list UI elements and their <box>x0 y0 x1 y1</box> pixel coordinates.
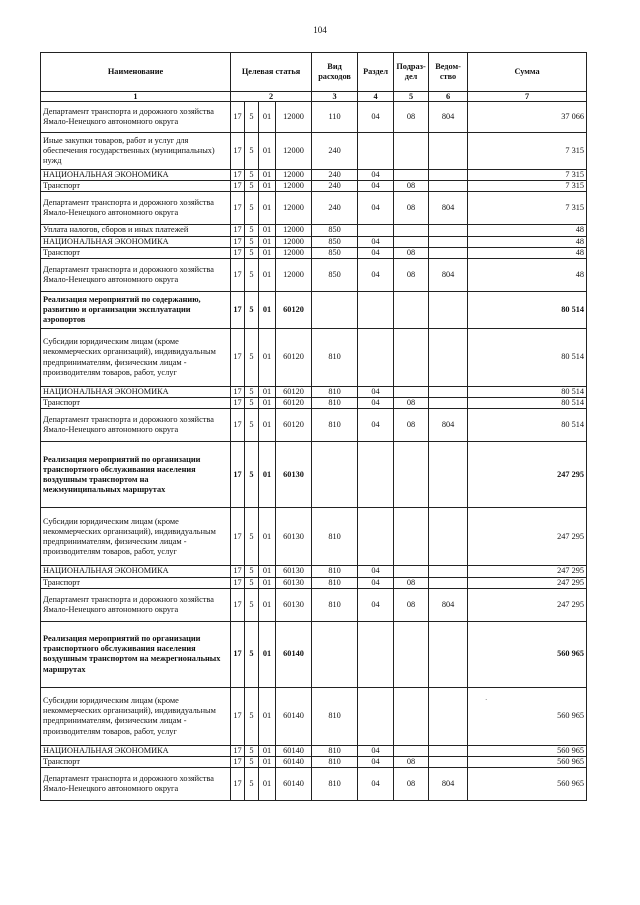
table-row <box>41 757 587 768</box>
cell-subsection <box>394 621 429 687</box>
cell-sum: 48 <box>468 225 587 236</box>
cell-name: Субсидии юридическим лицам (кроме некоммерческих организаций), индивидуальным предпринимателям, физическим лицам - производителям товаров, работ, услуг <box>41 508 231 566</box>
cell-target-4: 12000 <box>276 259 312 292</box>
header-sum: Сумма <box>468 53 587 92</box>
cell-name: НАЦИОНАЛЬНАЯ ЭКОНОМИКА <box>41 236 231 247</box>
cell-department <box>429 398 468 409</box>
cell-subsection <box>394 387 429 398</box>
cell-expense-type: 810 <box>312 687 358 745</box>
cell-section: 04 <box>358 398 394 409</box>
table-row <box>41 292 587 329</box>
cell-target-1: 17 <box>231 745 245 756</box>
cell-target-3: 01 <box>259 442 276 508</box>
cell-subsection: 08 <box>394 577 429 588</box>
cell-target-3: 01 <box>259 329 276 387</box>
cell-target-2: 5 <box>245 398 259 409</box>
cell-expense-type: 110 <box>312 102 358 133</box>
cell-name: Субсидии юридическим лицам (кроме некоммерческих организаций), индивидуальным предпринимателям, физическим лицам - производителям товаров, работ, услуг <box>41 687 231 745</box>
cell-target-1: 17 <box>231 225 245 236</box>
cell-department <box>429 566 468 577</box>
cell-name: Транспорт <box>41 577 231 588</box>
cell-target-1: 17 <box>231 621 245 687</box>
cell-department <box>429 329 468 387</box>
cell-expense-type: 240 <box>312 181 358 192</box>
cell-department: 804 <box>429 768 468 801</box>
cell-target-2: 5 <box>245 247 259 258</box>
cell-sum: 247 295 <box>468 508 587 566</box>
cell-sum: 48 <box>468 247 587 258</box>
cell-target-1: 17 <box>231 181 245 192</box>
cell-expense-type: 810 <box>312 566 358 577</box>
cell-expense-type: 850 <box>312 259 358 292</box>
cell-target-3: 01 <box>259 133 276 170</box>
cell-sum: 48 <box>468 236 587 247</box>
cell-sum: 7 315 <box>468 192 587 225</box>
cell-expense-type <box>312 621 358 687</box>
cell-subsection: 08 <box>394 768 429 801</box>
cell-sum: 247 295 <box>468 577 587 588</box>
cell-target-2: 5 <box>245 387 259 398</box>
cell-target-1: 17 <box>231 409 245 442</box>
cell-section: 04 <box>358 387 394 398</box>
cell-target-4: 12000 <box>276 102 312 133</box>
cell-section: 04 <box>358 577 394 588</box>
cell-target-2: 5 <box>245 170 259 181</box>
cell-subsection <box>394 442 429 508</box>
cell-sum: 560 965 <box>468 621 587 687</box>
table-row <box>41 621 587 687</box>
cell-target-3: 01 <box>259 745 276 756</box>
cell-department <box>429 247 468 258</box>
col-index: 5 <box>394 92 429 102</box>
cell-target-1: 17 <box>231 292 245 329</box>
cell-department <box>429 757 468 768</box>
cell-target-2: 5 <box>245 768 259 801</box>
cell-name: Департамент транспорта и дорожного хозяйства Ямало-Ненецкого автономного округа <box>41 409 231 442</box>
cell-target-2: 5 <box>245 409 259 442</box>
budget-table <box>40 52 587 801</box>
cell-target-3: 01 <box>259 508 276 566</box>
cell-name: Транспорт <box>41 398 231 409</box>
cell-department <box>429 236 468 247</box>
cell-sum: 247 295 <box>468 566 587 577</box>
table-row <box>41 768 587 801</box>
cell-target-4: 60120 <box>276 409 312 442</box>
cell-sum: 80 514 <box>468 387 587 398</box>
cell-sum: 247 295 <box>468 588 587 621</box>
cell-target-3: 01 <box>259 292 276 329</box>
cell-target-2: 5 <box>245 259 259 292</box>
cell-subsection <box>394 133 429 170</box>
cell-target-2: 5 <box>245 621 259 687</box>
header-row <box>41 53 587 92</box>
cell-sum: 247 295 <box>468 442 587 508</box>
cell-target-4: 12000 <box>276 170 312 181</box>
table-row <box>41 508 587 566</box>
cell-department <box>429 508 468 566</box>
cell-target-4: 12000 <box>276 192 312 225</box>
cell-target-3: 01 <box>259 757 276 768</box>
table-row <box>41 247 587 258</box>
cell-subsection: 08 <box>394 757 429 768</box>
cell-sum: 560 965 <box>468 745 587 756</box>
cell-expense-type: 810 <box>312 577 358 588</box>
cell-section <box>358 225 394 236</box>
page-number: 104 <box>313 25 327 35</box>
cell-target-2: 5 <box>245 566 259 577</box>
header-target: Целевая статья <box>231 53 312 92</box>
cell-name: Реализация мероприятий по содержанию, развитию и организации эксплуатации аэропортов <box>41 292 231 329</box>
cell-name: Уплата налогов, сборов и иных платежей <box>41 225 231 236</box>
cell-target-1: 17 <box>231 192 245 225</box>
cell-target-4: 60140 <box>276 757 312 768</box>
cell-sum: 80 514 <box>468 329 587 387</box>
header-expense-type: Вид расходов <box>312 53 358 92</box>
cell-expense-type: 810 <box>312 768 358 801</box>
cell-target-2: 5 <box>245 181 259 192</box>
header-name: Наименование <box>41 53 231 92</box>
cell-section: 04 <box>358 181 394 192</box>
cell-name: НАЦИОНАЛЬНАЯ ЭКОНОМИКА <box>41 566 231 577</box>
cell-target-3: 01 <box>259 247 276 258</box>
table-row <box>41 192 587 225</box>
cell-name: Иные закупки товаров, работ и услуг для обеспечения государственных (муниципальных) нужд <box>41 133 231 170</box>
cell-department <box>429 621 468 687</box>
cell-target-2: 5 <box>245 133 259 170</box>
table-row <box>41 329 587 387</box>
cell-department <box>429 133 468 170</box>
cell-target-2: 5 <box>245 102 259 133</box>
cell-target-3: 01 <box>259 387 276 398</box>
cell-target-2: 5 <box>245 588 259 621</box>
cell-target-1: 17 <box>231 133 245 170</box>
cell-target-4: 12000 <box>276 181 312 192</box>
cell-subsection <box>394 687 429 745</box>
cell-expense-type: 810 <box>312 329 358 387</box>
table-row <box>41 745 587 756</box>
cell-expense-type: 850 <box>312 247 358 258</box>
cell-name: НАЦИОНАЛЬНАЯ ЭКОНОМИКА <box>41 387 231 398</box>
cell-target-3: 01 <box>259 768 276 801</box>
cell-target-1: 17 <box>231 768 245 801</box>
cell-department <box>429 745 468 756</box>
cell-department <box>429 442 468 508</box>
cell-expense-type: 240 <box>312 133 358 170</box>
cell-section <box>358 687 394 745</box>
cell-target-3: 01 <box>259 409 276 442</box>
cell-section <box>358 442 394 508</box>
cell-target-2: 5 <box>245 236 259 247</box>
cell-section: 04 <box>358 247 394 258</box>
table-row <box>41 181 587 192</box>
cell-section: 04 <box>358 409 394 442</box>
cell-name: НАЦИОНАЛЬНАЯ ЭКОНОМИКА <box>41 170 231 181</box>
cell-expense-type: 810 <box>312 398 358 409</box>
cell-target-3: 01 <box>259 170 276 181</box>
cell-target-4: 60120 <box>276 398 312 409</box>
col-index: 7 <box>468 92 587 102</box>
cell-target-1: 17 <box>231 259 245 292</box>
cell-department: 804 <box>429 102 468 133</box>
cell-name: Транспорт <box>41 181 231 192</box>
cell-target-4: 60120 <box>276 387 312 398</box>
cell-section: 04 <box>358 259 394 292</box>
cell-expense-type: 240 <box>312 170 358 181</box>
cell-target-1: 17 <box>231 387 245 398</box>
cell-name: Реализация мероприятий по организации транспортного обслуживания населения воздушным транспортом на межмуниципальных маршрутах <box>41 442 231 508</box>
table-row <box>41 102 587 133</box>
cell-target-1: 17 <box>231 577 245 588</box>
table-row <box>41 387 587 398</box>
cell-department <box>429 225 468 236</box>
cell-target-3: 01 <box>259 621 276 687</box>
cell-department: 804 <box>429 588 468 621</box>
cell-subsection: 08 <box>394 398 429 409</box>
cell-target-4: 12000 <box>276 247 312 258</box>
col-index: 1 <box>41 92 231 102</box>
cell-section: 04 <box>358 768 394 801</box>
cell-expense-type: 810 <box>312 757 358 768</box>
column-index-row <box>41 92 587 102</box>
col-index: 2 <box>231 92 312 102</box>
cell-sum: 80 514 <box>468 398 587 409</box>
cell-target-2: 5 <box>245 292 259 329</box>
cell-target-1: 17 <box>231 566 245 577</box>
cell-sum: 560 965 <box>468 757 587 768</box>
cell-target-4: 60130 <box>276 566 312 577</box>
cell-expense-type <box>312 292 358 329</box>
cell-department <box>429 577 468 588</box>
cell-target-1: 17 <box>231 329 245 387</box>
table-row <box>41 442 587 508</box>
cell-sum: 48 <box>468 259 587 292</box>
cell-section <box>358 292 394 329</box>
cell-target-2: 5 <box>245 687 259 745</box>
cell-name: НАЦИОНАЛЬНАЯ ЭКОНОМИКА <box>41 745 231 756</box>
cell-sum: 7 315 <box>468 181 587 192</box>
cell-section: 04 <box>358 588 394 621</box>
cell-sum: 560 965 <box>468 687 587 745</box>
cell-department <box>429 181 468 192</box>
header-subsection: Подраз- дел <box>394 53 429 92</box>
cell-subsection: 08 <box>394 181 429 192</box>
cell-target-2: 5 <box>245 225 259 236</box>
cell-target-4: 60140 <box>276 768 312 801</box>
cell-department <box>429 292 468 329</box>
cell-target-1: 17 <box>231 247 245 258</box>
cell-name: Департамент транспорта и дорожного хозяйства Ямало-Ненецкого автономного округа <box>41 102 231 133</box>
cell-section: 04 <box>358 170 394 181</box>
cell-section: 04 <box>358 757 394 768</box>
cell-target-3: 01 <box>259 577 276 588</box>
table-row <box>41 133 587 170</box>
cell-subsection: 08 <box>394 102 429 133</box>
cell-subsection <box>394 225 429 236</box>
cell-subsection <box>394 236 429 247</box>
cell-target-1: 17 <box>231 102 245 133</box>
cell-target-3: 01 <box>259 588 276 621</box>
cell-target-2: 5 <box>245 192 259 225</box>
cell-expense-type <box>312 442 358 508</box>
cell-target-3: 01 <box>259 181 276 192</box>
cell-target-3: 01 <box>259 102 276 133</box>
cell-expense-type: 810 <box>312 588 358 621</box>
cell-section <box>358 508 394 566</box>
cell-target-1: 17 <box>231 508 245 566</box>
header-department: Ведом- ство <box>429 53 468 92</box>
table-row <box>41 170 587 181</box>
cell-name: Департамент транспорта и дорожного хозяйства Ямало-Ненецкого автономного округа <box>41 588 231 621</box>
cell-department <box>429 387 468 398</box>
cell-target-4: 60130 <box>276 577 312 588</box>
cell-sum: 7 315 <box>468 170 587 181</box>
cell-sum: 80 514 <box>468 292 587 329</box>
col-index: 3 <box>312 92 358 102</box>
cell-target-3: 01 <box>259 398 276 409</box>
col-index: 6 <box>429 92 468 102</box>
cell-target-2: 5 <box>245 508 259 566</box>
cell-target-4: 60140 <box>276 745 312 756</box>
cell-target-3: 01 <box>259 225 276 236</box>
cell-target-2: 5 <box>245 757 259 768</box>
cell-section: 04 <box>358 192 394 225</box>
cell-target-1: 17 <box>231 757 245 768</box>
cell-sum: 80 514 <box>468 409 587 442</box>
cell-name: Департамент транспорта и дорожного хозяйства Ямало-Ненецкого автономного округа <box>41 192 231 225</box>
cell-department: 804 <box>429 259 468 292</box>
cell-section: 04 <box>358 236 394 247</box>
table-row <box>41 259 587 292</box>
table-row <box>41 588 587 621</box>
cell-target-1: 17 <box>231 588 245 621</box>
table-row <box>41 566 587 577</box>
scan-mark: · <box>485 696 488 704</box>
cell-target-1: 17 <box>231 398 245 409</box>
cell-subsection: 08 <box>394 409 429 442</box>
table-row <box>41 577 587 588</box>
cell-target-4: 60140 <box>276 687 312 745</box>
cell-target-2: 5 <box>245 329 259 387</box>
cell-target-1: 17 <box>231 170 245 181</box>
cell-name: Департамент транспорта и дорожного хозяйства Ямало-Ненецкого автономного округа <box>41 259 231 292</box>
cell-subsection: 08 <box>394 259 429 292</box>
cell-department <box>429 170 468 181</box>
cell-target-3: 01 <box>259 687 276 745</box>
cell-expense-type: 810 <box>312 508 358 566</box>
cell-target-4: 12000 <box>276 236 312 247</box>
cell-target-2: 5 <box>245 745 259 756</box>
cell-subsection <box>394 170 429 181</box>
col-index: 4 <box>358 92 394 102</box>
table-row <box>41 398 587 409</box>
cell-subsection <box>394 745 429 756</box>
cell-target-2: 5 <box>245 442 259 508</box>
cell-target-3: 01 <box>259 192 276 225</box>
cell-target-3: 01 <box>259 259 276 292</box>
cell-name: Реализация мероприятий по организации транспортного обслуживания населения воздушным транспортом на межрегиональных маршрутах <box>41 621 231 687</box>
cell-target-4: 60120 <box>276 329 312 387</box>
cell-subsection: 08 <box>394 247 429 258</box>
cell-subsection <box>394 292 429 329</box>
cell-sum: 7 315 <box>468 133 587 170</box>
cell-target-4: 60130 <box>276 588 312 621</box>
cell-expense-type: 810 <box>312 745 358 756</box>
cell-target-4: 12000 <box>276 225 312 236</box>
table-row <box>41 236 587 247</box>
cell-expense-type: 850 <box>312 225 358 236</box>
cell-section <box>358 621 394 687</box>
cell-target-4: 12000 <box>276 133 312 170</box>
cell-department: 804 <box>429 192 468 225</box>
cell-expense-type: 810 <box>312 387 358 398</box>
cell-name: Транспорт <box>41 247 231 258</box>
cell-section <box>358 133 394 170</box>
cell-expense-type: 810 <box>312 409 358 442</box>
cell-target-4: 60140 <box>276 621 312 687</box>
cell-target-1: 17 <box>231 236 245 247</box>
cell-target-3: 01 <box>259 236 276 247</box>
cell-sum: 560 965 <box>468 768 587 801</box>
cell-target-1: 17 <box>231 442 245 508</box>
cell-target-1: 17 <box>231 687 245 745</box>
cell-name: Транспорт <box>41 757 231 768</box>
cell-subsection <box>394 508 429 566</box>
cell-section: 04 <box>358 745 394 756</box>
header-section: Раздел <box>358 53 394 92</box>
cell-subsection <box>394 329 429 387</box>
cell-section <box>358 329 394 387</box>
cell-target-4: 60130 <box>276 442 312 508</box>
cell-department: 804 <box>429 409 468 442</box>
cell-target-4: 60130 <box>276 508 312 566</box>
table-row <box>41 687 587 745</box>
cell-department <box>429 687 468 745</box>
cell-sum: 37 066 <box>468 102 587 133</box>
cell-target-3: 01 <box>259 566 276 577</box>
cell-name: Субсидии юридическим лицам (кроме некоммерческих организаций), индивидуальным предпринимателям, физическим лицам - производителям товаров, работ, услуг <box>41 329 231 387</box>
cell-expense-type: 850 <box>312 236 358 247</box>
cell-subsection <box>394 566 429 577</box>
cell-subsection: 08 <box>394 192 429 225</box>
cell-target-2: 5 <box>245 577 259 588</box>
cell-section: 04 <box>358 566 394 577</box>
cell-section: 04 <box>358 102 394 133</box>
cell-target-4: 60120 <box>276 292 312 329</box>
cell-subsection: 08 <box>394 588 429 621</box>
table-row <box>41 225 587 236</box>
table-row <box>41 409 587 442</box>
cell-name: Департамент транспорта и дорожного хозяйства Ямало-Ненецкого автономного округа <box>41 768 231 801</box>
cell-expense-type: 240 <box>312 192 358 225</box>
